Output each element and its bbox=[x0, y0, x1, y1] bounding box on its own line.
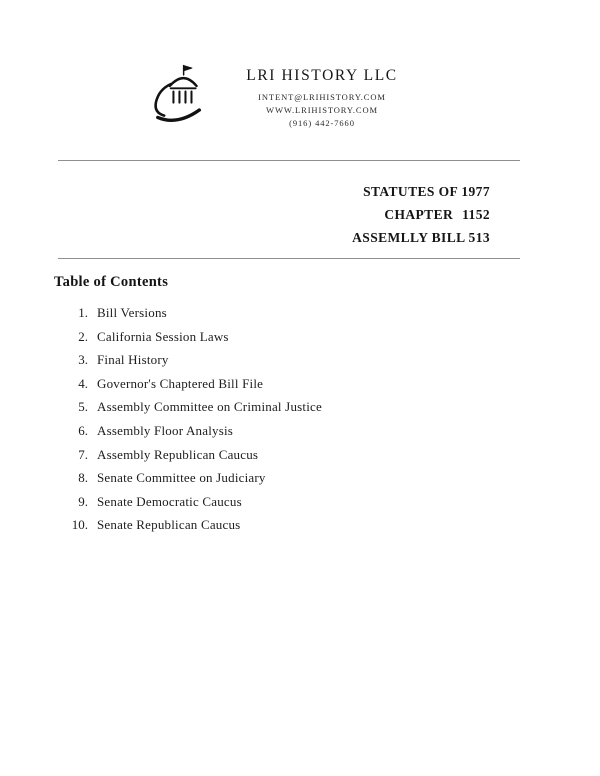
email-text: INTENT@LRIHISTORY.COM bbox=[258, 91, 386, 102]
toc-item bbox=[54, 376, 474, 400]
assembly-bill-line: ASSEMLLY BILL 513 bbox=[352, 230, 490, 245]
toc-item-number: 4. bbox=[78, 375, 88, 391]
toc-item-number: 1. bbox=[78, 305, 88, 320]
toc-item-label: Assembly Floor Analysis bbox=[97, 422, 234, 438]
phone-text: (916) 442-7660 bbox=[289, 117, 355, 128]
toc-item bbox=[54, 352, 474, 376]
toc-item-number: 10. bbox=[71, 517, 88, 533]
toc-item bbox=[54, 329, 474, 353]
toc-title: Table of Contents bbox=[54, 274, 169, 290]
toc-item-number: 3. bbox=[78, 352, 88, 368]
statutes-line: STATUTES OF 1977 bbox=[363, 184, 490, 199]
letterhead bbox=[142, 58, 412, 138]
chapter-label: CHAPTER bbox=[384, 207, 454, 222]
toc-item bbox=[54, 305, 474, 329]
website-text: WWW.LRIHISTORY.COM bbox=[266, 104, 378, 115]
toc-item bbox=[54, 423, 474, 447]
chapter-line bbox=[58, 203, 490, 226]
toc-item-label: Senate Committee on Judiciary bbox=[97, 470, 266, 486]
toc-item bbox=[54, 399, 474, 423]
toc-item bbox=[54, 517, 474, 541]
toc-item-label: Governor's Chaptered Bill File bbox=[97, 375, 264, 391]
letterhead-text bbox=[232, 67, 412, 130]
toc-item-label: Final History bbox=[97, 352, 169, 368]
toc-item-label: Bill Versions bbox=[97, 305, 167, 320]
toc-item-label: Senate Democratic Caucus bbox=[97, 493, 242, 509]
toc-item-number: 7. bbox=[78, 446, 88, 462]
toc-item-number: 9. bbox=[78, 493, 88, 509]
company-name: LRI HISTORY LLC bbox=[246, 66, 398, 84]
toc-item-number: 6. bbox=[78, 422, 88, 438]
toc-item bbox=[54, 447, 474, 471]
capitol-dome-icon bbox=[142, 58, 216, 138]
toc-item-number: 2. bbox=[78, 328, 88, 344]
chapter-number: 1152 bbox=[462, 207, 490, 222]
toc-list bbox=[54, 305, 474, 541]
toc-item-label: Senate Republican Caucus bbox=[97, 517, 241, 533]
toc-item-label: Assembly Republican Caucus bbox=[97, 446, 259, 462]
toc-item-number: 5. bbox=[78, 399, 88, 415]
toc-item bbox=[54, 494, 474, 518]
divider-top bbox=[58, 160, 520, 161]
toc-item-label: California Session Laws bbox=[97, 328, 229, 344]
statute-reference bbox=[58, 180, 490, 249]
toc-item-label: Assembly Committee on Criminal Justice bbox=[97, 399, 322, 415]
toc-item-number: 8. bbox=[78, 470, 88, 486]
toc-item bbox=[54, 470, 474, 494]
divider-middle bbox=[58, 258, 520, 259]
